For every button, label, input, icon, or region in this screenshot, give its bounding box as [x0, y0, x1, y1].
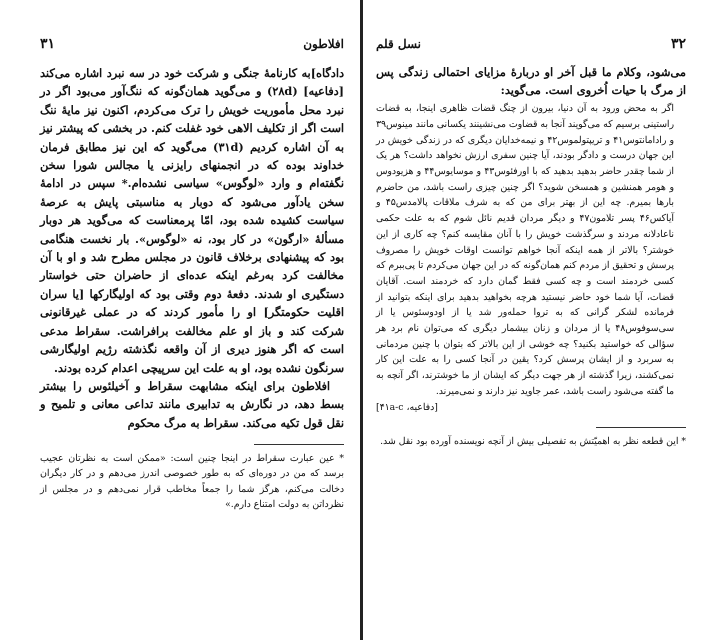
right-page-header — [376, 36, 686, 52]
page-number: ۳۲ — [670, 36, 686, 52]
running-title: نسل قلم — [376, 37, 422, 51]
footnote: * این قطعه نظر به اهمیّتش به تفصیلی بیش از آنچه نویسنده آورده بود نقل شد. — [380, 436, 686, 448]
body-paragraph: افلاطون برای اینکه مشابهت سقراط و آخیلئوس را بیشتر بسط دهد، در نگارش به تدابیری مانند تداعی معانی و تلمیح و نقل قول تکیه می‌کند. سقراط به مرگ محکوم — [40, 378, 344, 430]
body-paragraph: دادگاه]به کارنامهٔ جنگی و شرکت خود در سه نبرد اشاره می‌کند [دفاعیه] (۲۸d) و می‌گوید همان‌گونه که ننگ‌آور می‌بود اگر در نبرد محل مأموریت خویش را ترک می‌کردم، اکنون نیز مایهٔ ننگ است اگر از تکلیف الاهی خود غفلت کنم. در بخشی که پیشتر نیز به آن اشاره کردیم (۳۱d) می‌گوید که این نیز مطابق فرمان خداوند بوده که در انجمنهای رایزنی یا مجالس شورا سخن نگفته‌ام و وارد «لوگوس» سیاسی نشده‌ام.* سپس در ادامهٔ سخن یادآور می‌شود که دوبار به مناسبتی پایش به عرصهٔ سیاست کشیده شده بود، امّا پرمعناست که می‌گوید هر دوبار مسألهٔ «ارگون» در کار بود، نه «لوگوس». بار نخست هنگامی بود که پیشنهادی برخلاف قانون در مجلس مطرح شد و او با آن مخالفت کرد به‌رغم اینکه عده‌ای از حاضران حتی خواستار دستگیری او شدند. دفعهٔ دوم وقتی بود که اولیگارکها [یا سران اقلیت حکومتگر] او را مأمور کردند که در عملی غیرقانونی شرکت کند و باز او علم مخالفت برافراشت. سقراط مدعی است که اگر هنوز دیری از آن واقعه نگذشته رژیم اولیگارشی سرنگون نشده بود، او به علت این سرپیچی اعدام کرده بودند. — [40, 66, 344, 375]
body-paragraph: می‌شود، وکلام ما قبل آخر او دربارهٔ مزایای احتمالی زندگی پس از مرگ با حیات اُخروی است. می‌گوید: — [376, 65, 686, 97]
right-page — [362, 0, 724, 640]
quote-reference: [دفاعیه، ۴۱a-c] — [376, 401, 438, 413]
footnote-divider — [596, 427, 686, 428]
footnote-divider — [254, 444, 344, 445]
page-number: ۳۱ — [40, 36, 56, 52]
running-title: افلاطون — [303, 37, 344, 51]
block-quote — [376, 101, 680, 415]
quote-text: اگر به محض ورود به آن دنیا، بیرون از چنگ قضات ظاهری اینجا، به قضات راستینی برسیم که می‌گویند آنجا به قضاوت می‌نشینند یکسانی مانند مینوس۳۹ و رادامانتوس۴۱ و تریپتولموس۴۲ و نیمه‌خدایان دیگری که در زندگی خویش در این جهان درست و دادگر بودند، آیا چنین سفری ارزش نخواهد داشت؟ هر یک از شما چقدر حاضر بدهید بدهید که با اورفئوس۴۳ و موسایوس۴۴ و هزیودوس و هومر همنشین و همسخن شوید؟ اگر چنین چیزی راست باشد، من حاضرم بارها بمیرم. چه این از بهتر برای من که به شرف ملاقات پالامدس۴۵ و آیاکس۴۶ پسر تلامون۴۷ و دیگر مردان قدیم نائل شوم که به علت حکمی ناعادلانه مردند و سرگذشت خویش را با آنان مقایسه کنم؟ چه کاری از این خوشتر؟ بالاتر از همه اینکه آنجا خواهم توانست اوقات خویش را مصروف پرسش و تحقیق از مردم کنم همان‌گونه که در این جهان می‌کردم تا پی‌ببرم که کسی خردمند است و چه کسی فقط گمان دارد که خردمند است. آقایان قضات، آیا شما خود حاضر نیستید هرچه بخواهید بدهید برای اینکه بتوانید از فرمانده لشکر گرانی که به تروا حمله‌ور شد یا از اودوسئوس یا از سی‌سوفوس۴۸ یا از مردان و زنان بیشمار دیگری که می‌توان نام برد هر سؤالی که خواستید بکنید؟ چه خوشی از این بالاتر که بتوان با چنین مردمانی به سربرد و از ایشان پرسش کرد؟ یقین در آنجا کسی را به علت این کار نمی‌کشند، زیرا گذشته از هر جهت دیگر که ایشان از ما خوشترند، اگر آنچه به ما گفته می‌شود راست باشد، عمر جاوید نیز دارند و نمی‌میرند. — [376, 103, 674, 397]
footnote: * عین عبارت سقراط در اینجا چنین است: «ممکن است به نظرتان عجیب برسد که من در دوره‌ای که به طور خصوصی اندرز می‌دهم و در کار دیگران دخالت می‌کنم، هرگز شما را جمعاً مخاطب قرار نمی‌دهم و در مجلس از نظرداتن به دولت امتناع دارم.» — [40, 453, 344, 510]
left-page-header — [40, 36, 344, 52]
